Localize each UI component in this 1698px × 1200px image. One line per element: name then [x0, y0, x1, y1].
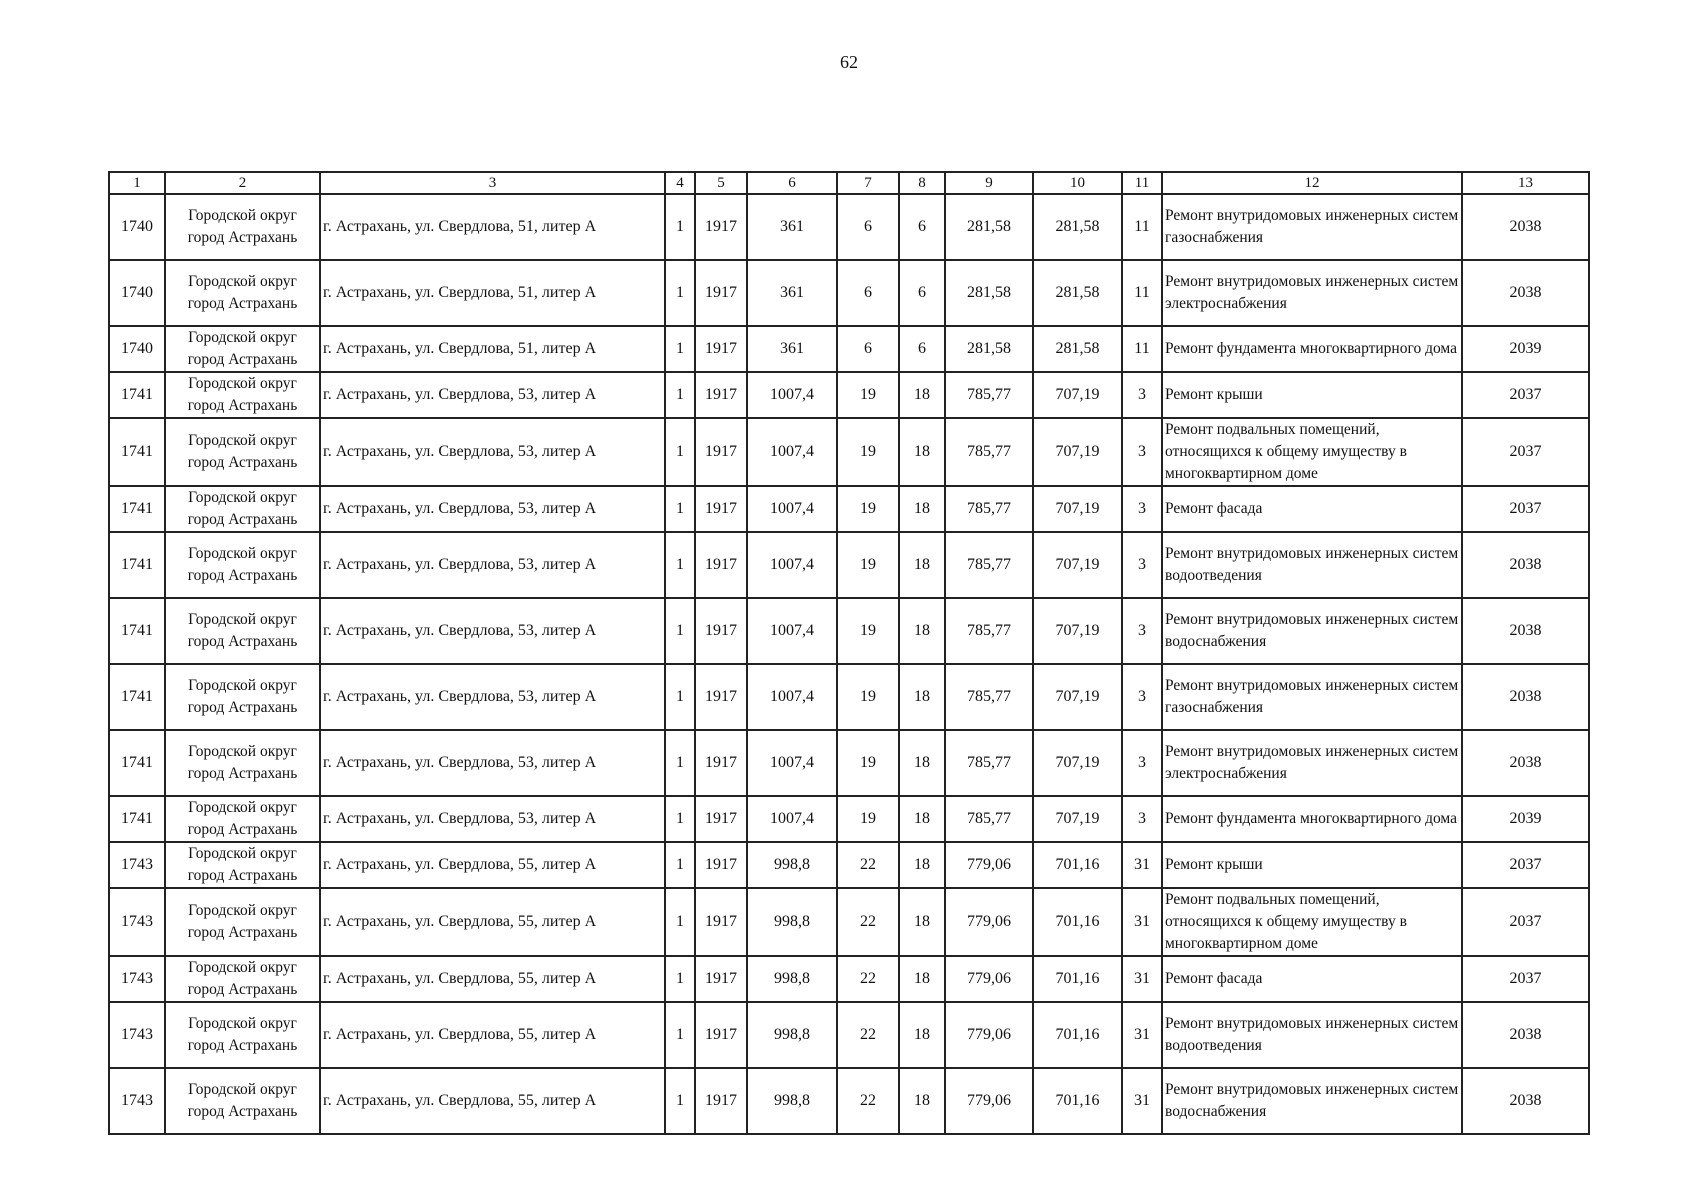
cell-area-9: 779,06: [945, 842, 1033, 888]
cell-area-10: 701,16: [1033, 1068, 1122, 1134]
column-header: 3: [320, 172, 665, 194]
cell-area-9: 281,58: [945, 326, 1033, 372]
cell-col4: 1: [665, 372, 695, 418]
cell-area-9: 785,77: [945, 418, 1033, 486]
cell-id: 1741: [109, 418, 165, 486]
cell-col7: 19: [837, 372, 899, 418]
cell-area-9: 779,06: [945, 888, 1033, 956]
cell-area-10: 707,19: [1033, 418, 1122, 486]
cell-area-total: 1007,4: [747, 486, 837, 532]
cell-col8: 18: [899, 486, 945, 532]
column-header: 11: [1122, 172, 1162, 194]
cell-address: г. Астрахань, ул. Свердлова, 51, литер А: [320, 260, 665, 326]
cell-address: г. Астрахань, ул. Свердлова, 53, литер А: [320, 664, 665, 730]
cell-repair-type: Ремонт внутридомовых инженерных систем водоснабжения: [1162, 598, 1462, 664]
column-header: 12: [1162, 172, 1462, 194]
column-header: 8: [899, 172, 945, 194]
cell-municipality: Городской округ город Астрахань: [165, 956, 320, 1002]
table-row: [109, 372, 1589, 418]
cell-col8: 18: [899, 956, 945, 1002]
cell-col8: 6: [899, 260, 945, 326]
table-row: [109, 486, 1589, 532]
cell-area-total: 1007,4: [747, 730, 837, 796]
cell-municipality: Городской округ город Астрахань: [165, 260, 320, 326]
cell-planned-year: 2038: [1462, 664, 1589, 730]
cell-area-9: 779,06: [945, 956, 1033, 1002]
cell-id: 1741: [109, 730, 165, 796]
cell-repair-type: Ремонт фасада: [1162, 486, 1462, 532]
cell-col11: 3: [1122, 532, 1162, 598]
cell-col4: 1: [665, 260, 695, 326]
cell-col7: 22: [837, 1002, 899, 1068]
cell-col8: 18: [899, 664, 945, 730]
table-row: [109, 1068, 1589, 1134]
cell-area-10: 707,19: [1033, 532, 1122, 598]
cell-col11: 3: [1122, 486, 1162, 532]
cell-address: г. Астрахань, ул. Свердлова, 55, литер А: [320, 1068, 665, 1134]
cell-area-9: 785,77: [945, 796, 1033, 842]
cell-col4: 1: [665, 1002, 695, 1068]
cell-municipality: Городской округ город Астрахань: [165, 418, 320, 486]
cell-planned-year: 2037: [1462, 888, 1589, 956]
cell-address: г. Астрахань, ул. Свердлова, 55, литер А: [320, 888, 665, 956]
cell-col7: 6: [837, 326, 899, 372]
cell-year: 1917: [695, 486, 747, 532]
cell-planned-year: 2039: [1462, 326, 1589, 372]
cell-col11: 11: [1122, 326, 1162, 372]
cell-col4: 1: [665, 730, 695, 796]
column-header: 5: [695, 172, 747, 194]
cell-col4: 1: [665, 956, 695, 1002]
cell-repair-type: Ремонт внутридомовых инженерных систем водоотведения: [1162, 1002, 1462, 1068]
cell-col4: 1: [665, 664, 695, 730]
cell-area-total: 998,8: [747, 1002, 837, 1068]
cell-planned-year: 2038: [1462, 260, 1589, 326]
cell-planned-year: 2038: [1462, 598, 1589, 664]
cell-repair-type: Ремонт внутридомовых инженерных систем газоснабжения: [1162, 664, 1462, 730]
cell-year: 1917: [695, 888, 747, 956]
cell-col8: 18: [899, 888, 945, 956]
cell-area-total: 1007,4: [747, 796, 837, 842]
cell-area-total: 1007,4: [747, 664, 837, 730]
cell-repair-type: Ремонт фундамента многоквартирного дома: [1162, 796, 1462, 842]
cell-municipality: Городской округ город Астрахань: [165, 486, 320, 532]
cell-planned-year: 2037: [1462, 956, 1589, 1002]
cell-col7: 19: [837, 664, 899, 730]
cell-col11: 31: [1122, 956, 1162, 1002]
cell-repair-type: Ремонт фундамента многоквартирного дома: [1162, 326, 1462, 372]
cell-col7: 19: [837, 418, 899, 486]
cell-planned-year: 2037: [1462, 486, 1589, 532]
cell-col11: 31: [1122, 1068, 1162, 1134]
table-row: [109, 326, 1589, 372]
cell-id: 1741: [109, 532, 165, 598]
cell-area-total: 361: [747, 194, 837, 260]
cell-address: г. Астрахань, ул. Свердлова, 51, литер А: [320, 326, 665, 372]
cell-col8: 18: [899, 598, 945, 664]
cell-municipality: Городской округ город Астрахань: [165, 532, 320, 598]
cell-col4: 1: [665, 598, 695, 664]
table-row: [109, 956, 1589, 1002]
cell-col4: 1: [665, 194, 695, 260]
cell-municipality: Городской округ город Астрахань: [165, 888, 320, 956]
cell-col8: 6: [899, 194, 945, 260]
cell-municipality: Городской округ город Астрахань: [165, 730, 320, 796]
cell-col8: 18: [899, 1068, 945, 1134]
cell-area-total: 1007,4: [747, 372, 837, 418]
cell-col8: 18: [899, 796, 945, 842]
cell-address: г. Астрахань, ул. Свердлова, 53, литер А: [320, 598, 665, 664]
cell-id: 1740: [109, 326, 165, 372]
cell-col4: 1: [665, 888, 695, 956]
table-row: [109, 888, 1589, 956]
cell-col8: 18: [899, 842, 945, 888]
cell-year: 1917: [695, 796, 747, 842]
cell-repair-type: Ремонт внутридомовых инженерных систем водоотведения: [1162, 532, 1462, 598]
cell-area-10: 701,16: [1033, 956, 1122, 1002]
cell-area-10: 281,58: [1033, 260, 1122, 326]
cell-col7: 6: [837, 260, 899, 326]
cell-area-9: 779,06: [945, 1068, 1033, 1134]
cell-planned-year: 2038: [1462, 1068, 1589, 1134]
cell-repair-type: Ремонт внутридомовых инженерных систем газоснабжения: [1162, 194, 1462, 260]
column-header: 7: [837, 172, 899, 194]
cell-col7: 22: [837, 956, 899, 1002]
table-row: [109, 532, 1589, 598]
table-row: [109, 1002, 1589, 1068]
cell-year: 1917: [695, 664, 747, 730]
column-header: 9: [945, 172, 1033, 194]
cell-id: 1741: [109, 372, 165, 418]
cell-area-total: 998,8: [747, 888, 837, 956]
table-row: [109, 194, 1589, 260]
cell-address: г. Астрахань, ул. Свердлова, 53, литер А: [320, 532, 665, 598]
cell-id: 1741: [109, 796, 165, 842]
cell-municipality: Городской округ город Астрахань: [165, 842, 320, 888]
cell-planned-year: 2038: [1462, 194, 1589, 260]
housing-repair-table: [108, 171, 1590, 1135]
cell-year: 1917: [695, 194, 747, 260]
cell-area-9: 785,77: [945, 532, 1033, 598]
cell-address: г. Астрахань, ул. Свердлова, 53, литер А: [320, 372, 665, 418]
cell-area-10: 707,19: [1033, 796, 1122, 842]
cell-repair-type: Ремонт внутридомовых инженерных систем водоснабжения: [1162, 1068, 1462, 1134]
cell-area-total: 1007,4: [747, 418, 837, 486]
cell-col7: 19: [837, 532, 899, 598]
cell-area-9: 785,77: [945, 598, 1033, 664]
page-number: 62: [840, 52, 858, 72]
cell-area-total: 1007,4: [747, 532, 837, 598]
cell-area-total: 1007,4: [747, 598, 837, 664]
cell-planned-year: 2039: [1462, 796, 1589, 842]
cell-id: 1741: [109, 598, 165, 664]
cell-area-10: 707,19: [1033, 730, 1122, 796]
cell-id: 1741: [109, 486, 165, 532]
cell-col11: 3: [1122, 664, 1162, 730]
table-header-row: [109, 172, 1589, 194]
cell-area-9: 785,77: [945, 486, 1033, 532]
cell-municipality: Городской округ город Астрахань: [165, 1002, 320, 1068]
cell-col11: 31: [1122, 842, 1162, 888]
cell-id: 1743: [109, 1068, 165, 1134]
cell-area-9: 281,58: [945, 260, 1033, 326]
cell-area-10: 281,58: [1033, 194, 1122, 260]
table-row: [109, 664, 1589, 730]
cell-area-10: 707,19: [1033, 664, 1122, 730]
cell-col7: 22: [837, 888, 899, 956]
table-row: [109, 260, 1589, 326]
cell-area-total: 998,8: [747, 842, 837, 888]
column-header: 1: [109, 172, 165, 194]
column-header: 4: [665, 172, 695, 194]
cell-col8: 18: [899, 418, 945, 486]
table-row: [109, 418, 1589, 486]
cell-area-total: 361: [747, 260, 837, 326]
cell-year: 1917: [695, 598, 747, 664]
cell-col8: 18: [899, 730, 945, 796]
cell-area-total: 998,8: [747, 956, 837, 1002]
cell-id: 1741: [109, 664, 165, 730]
cell-id: 1743: [109, 842, 165, 888]
cell-area-9: 785,77: [945, 730, 1033, 796]
cell-repair-type: Ремонт подвальных помещений, относящихся к общему имуществу в многоквартирном доме: [1162, 418, 1462, 486]
cell-id: 1743: [109, 1002, 165, 1068]
cell-col11: 3: [1122, 796, 1162, 842]
cell-repair-type: Ремонт крыши: [1162, 842, 1462, 888]
cell-area-10: 281,58: [1033, 326, 1122, 372]
cell-col11: 3: [1122, 372, 1162, 418]
cell-col4: 1: [665, 796, 695, 842]
cell-year: 1917: [695, 1068, 747, 1134]
cell-col4: 1: [665, 418, 695, 486]
cell-area-9: 779,06: [945, 1002, 1033, 1068]
cell-col4: 1: [665, 532, 695, 598]
cell-col11: 3: [1122, 418, 1162, 486]
table-row: [109, 842, 1589, 888]
cell-year: 1917: [695, 418, 747, 486]
cell-year: 1917: [695, 842, 747, 888]
cell-col7: 19: [837, 796, 899, 842]
cell-year: 1917: [695, 730, 747, 796]
cell-area-total: 361: [747, 326, 837, 372]
cell-year: 1917: [695, 326, 747, 372]
cell-area-9: 785,77: [945, 372, 1033, 418]
cell-col11: 3: [1122, 598, 1162, 664]
cell-address: г. Астрахань, ул. Свердлова, 51, литер А: [320, 194, 665, 260]
cell-col7: 19: [837, 598, 899, 664]
cell-municipality: Городской округ город Астрахань: [165, 326, 320, 372]
cell-area-total: 998,8: [747, 1068, 837, 1134]
column-header: 13: [1462, 172, 1589, 194]
cell-planned-year: 2038: [1462, 532, 1589, 598]
cell-col4: 1: [665, 326, 695, 372]
cell-col11: 31: [1122, 1002, 1162, 1068]
cell-col7: 22: [837, 1068, 899, 1134]
cell-col11: 11: [1122, 260, 1162, 326]
column-header: 2: [165, 172, 320, 194]
cell-year: 1917: [695, 372, 747, 418]
cell-address: г. Астрахань, ул. Свердлова, 53, литер А: [320, 418, 665, 486]
cell-id: 1740: [109, 260, 165, 326]
cell-municipality: Городской округ город Астрахань: [165, 598, 320, 664]
cell-municipality: Городской округ город Астрахань: [165, 664, 320, 730]
cell-year: 1917: [695, 260, 747, 326]
cell-col8: 18: [899, 372, 945, 418]
cell-repair-type: Ремонт подвальных помещений, относящихся к общему имуществу в многоквартирном доме: [1162, 888, 1462, 956]
cell-area-10: 707,19: [1033, 372, 1122, 418]
cell-col11: 11: [1122, 194, 1162, 260]
cell-planned-year: 2037: [1462, 372, 1589, 418]
cell-id: 1740: [109, 194, 165, 260]
cell-repair-type: Ремонт внутридомовых инженерных систем электроснабжения: [1162, 260, 1462, 326]
cell-area-9: 281,58: [945, 194, 1033, 260]
cell-repair-type: Ремонт крыши: [1162, 372, 1462, 418]
cell-address: г. Астрахань, ул. Свердлова, 55, литер А: [320, 956, 665, 1002]
cell-planned-year: 2038: [1462, 730, 1589, 796]
column-header: 6: [747, 172, 837, 194]
cell-col7: 19: [837, 486, 899, 532]
cell-address: г. Астрахань, ул. Свердлова, 53, литер А: [320, 486, 665, 532]
cell-area-10: 701,16: [1033, 888, 1122, 956]
cell-col8: 18: [899, 1002, 945, 1068]
cell-area-10: 701,16: [1033, 842, 1122, 888]
cell-municipality: Городской округ город Астрахань: [165, 194, 320, 260]
cell-municipality: Городской округ город Астрахань: [165, 372, 320, 418]
cell-year: 1917: [695, 956, 747, 1002]
cell-col11: 3: [1122, 730, 1162, 796]
cell-municipality: Городской округ город Астрахань: [165, 796, 320, 842]
cell-year: 1917: [695, 532, 747, 598]
cell-address: г. Астрахань, ул. Свердлова, 55, литер А: [320, 842, 665, 888]
cell-col11: 31: [1122, 888, 1162, 956]
cell-repair-type: Ремонт внутридомовых инженерных систем электроснабжения: [1162, 730, 1462, 796]
column-header: 10: [1033, 172, 1122, 194]
cell-col4: 1: [665, 842, 695, 888]
cell-year: 1917: [695, 1002, 747, 1068]
cell-col7: 22: [837, 842, 899, 888]
cell-planned-year: 2037: [1462, 842, 1589, 888]
cell-col7: 19: [837, 730, 899, 796]
cell-col8: 6: [899, 326, 945, 372]
cell-area-9: 785,77: [945, 664, 1033, 730]
cell-col4: 1: [665, 486, 695, 532]
cell-area-10: 701,16: [1033, 1002, 1122, 1068]
cell-repair-type: Ремонт фасада: [1162, 956, 1462, 1002]
cell-id: 1743: [109, 956, 165, 1002]
cell-id: 1743: [109, 888, 165, 956]
cell-col8: 18: [899, 532, 945, 598]
cell-planned-year: 2038: [1462, 1002, 1589, 1068]
cell-address: г. Астрахань, ул. Свердлова, 53, литер А: [320, 730, 665, 796]
cell-address: г. Астрахань, ул. Свердлова, 53, литер А: [320, 796, 665, 842]
cell-planned-year: 2037: [1462, 418, 1589, 486]
cell-address: г. Астрахань, ул. Свердлова, 55, литер А: [320, 1002, 665, 1068]
table-row: [109, 796, 1589, 842]
cell-col4: 1: [665, 1068, 695, 1134]
cell-municipality: Городской округ город Астрахань: [165, 1068, 320, 1134]
cell-area-10: 707,19: [1033, 598, 1122, 664]
table-row: [109, 730, 1589, 796]
cell-col7: 6: [837, 194, 899, 260]
cell-area-10: 707,19: [1033, 486, 1122, 532]
table-row: [109, 598, 1589, 664]
